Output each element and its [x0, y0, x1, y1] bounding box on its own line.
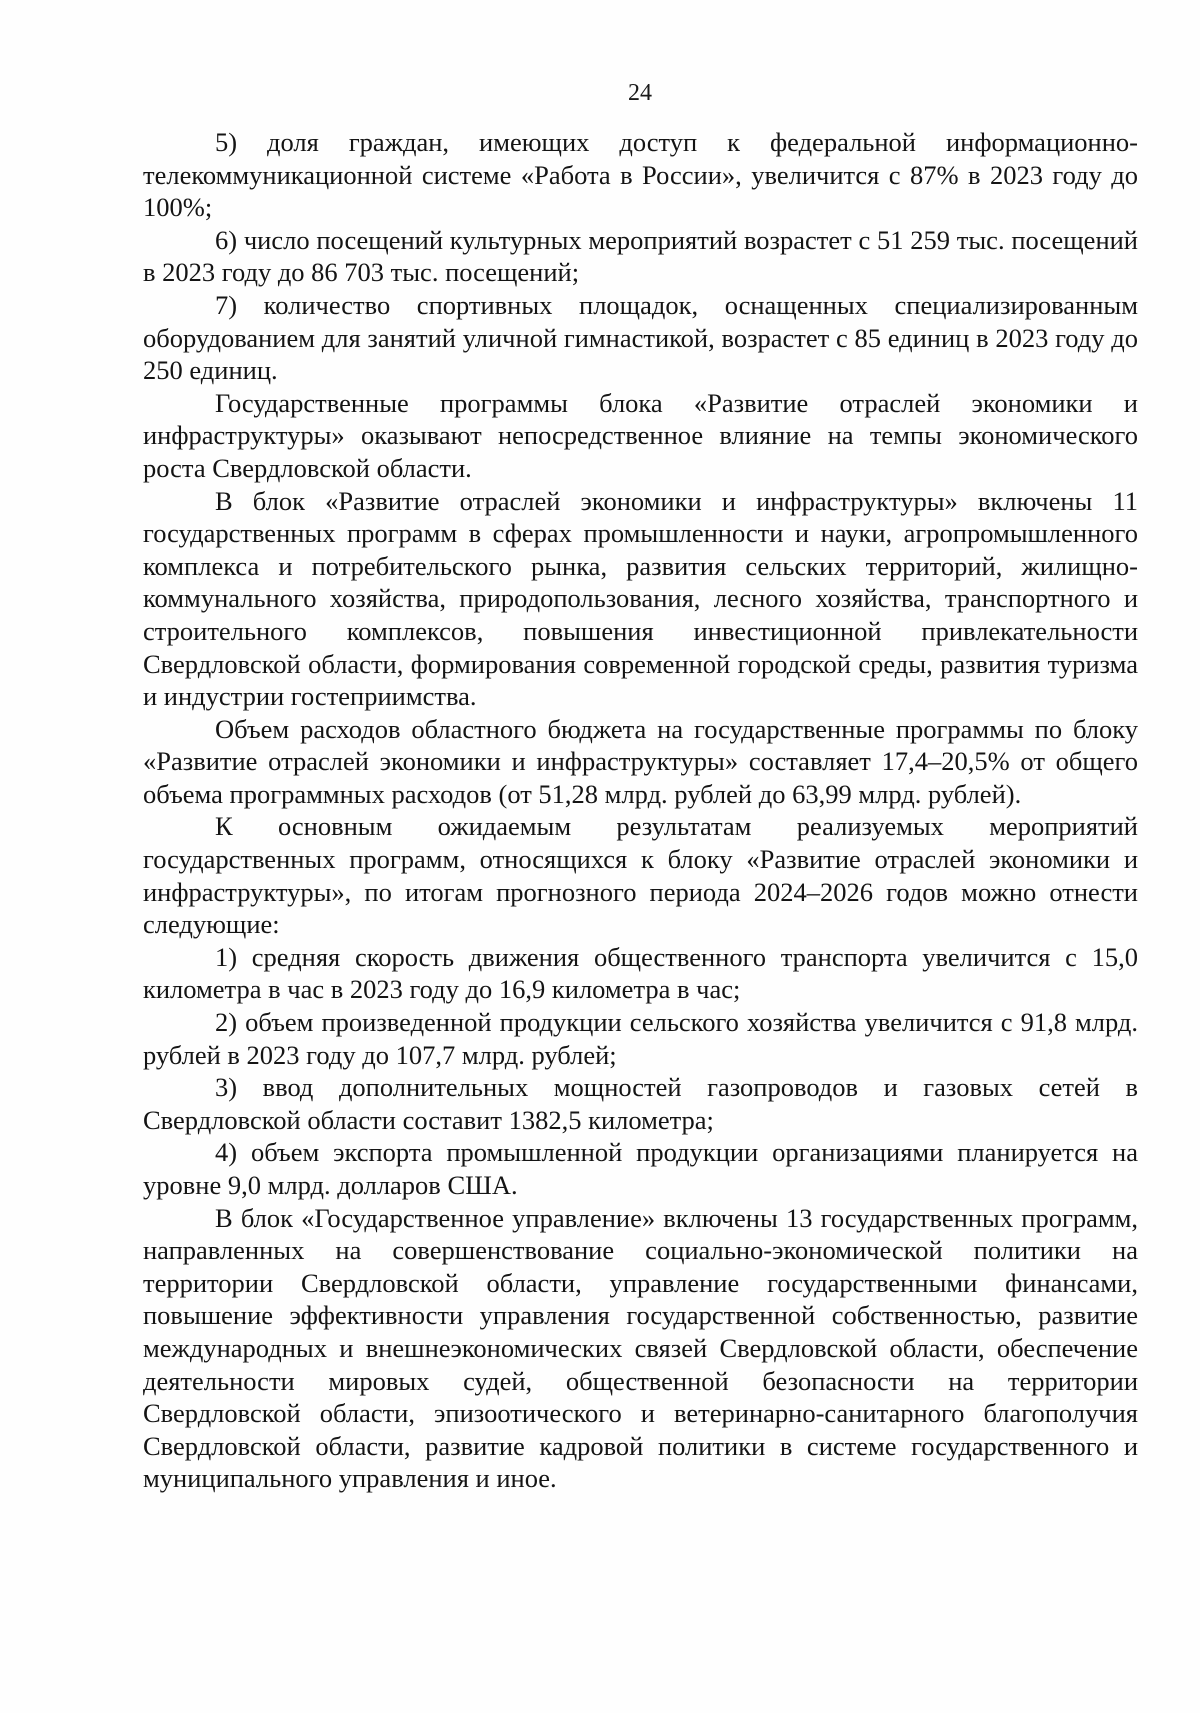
- paragraph: 7) количество спортивных площадок, оснащенных специализированным оборудованием для занятий уличной гимнастикой, возрастет с 85 единиц в 2023 году до 250 единиц.: [143, 289, 1138, 386]
- paragraph: В блок «Развитие отраслей экономики и инфраструктуры» включены 11 государственных программ в сферах промышленности и науки, агропромышленного комплекса и потребительского рынка, развития сельских территорий, жилищно-коммунального хозяйства, природопользования, лесного хозяйства, транспортного и строительного комплексов, повышения инвестиционной привлекательности Свердловской области, формирования современной городской среды, развития туризма и индустрии гостеприимства.: [143, 485, 1138, 712]
- paragraph: 3) ввод дополнительных мощностей газопроводов и газовых сетей в Свердловской области составит 1382,5 километра;: [143, 1072, 1138, 1135]
- paragraph: 5) доля граждан, имеющих доступ к федеральной информационно-телекоммуникационной системе «Работа в России», увеличится с 87% в 2023 году до 100%;: [143, 127, 1138, 223]
- paragraph: 1) средняя скорость движения общественного транспорта увеличится с 15,0 километра в час в 2023 году до 16,9 километра в час;: [143, 941, 1138, 1005]
- paragraph: 4) объем экспорта промышленной продукции организациями планируется на уровне 9,0 млрд. долларов США.: [143, 1137, 1138, 1200]
- document-body: [143, 126, 1138, 1495]
- paragraph: 6) число посещений культурных мероприятий возрастет с 51 259 тыс. посещений в 2023 году до 86 703 тыс. посещений;: [143, 224, 1138, 288]
- paragraph: В блок «Государственное управление» включены 13 государственных программ, направленных на совершенствование социально-экономической политики на территории Свердловской области, управление государственными финансами, повышение эффективности управления государственной собственностью, развитие международных и внешнеэкономических связей Свердловской области, обеспечение деятельности мировых судей, общественной безопасности на территории Свердловской области, эпизоотического и ветеринарно-санитарного благополучия Свердловской области, развитие кадровой политики в системе государственного и муниципального управления и иное.: [143, 1202, 1138, 1494]
- page-number: 24: [628, 80, 652, 106]
- paragraph: 2) объем произведенной продукции сельского хозяйства увеличится с 91,8 млрд. рублей в 2023 году до 107,7 млрд. рублей;: [143, 1007, 1138, 1070]
- paragraph: Государственные программы блока «Развитие отраслей экономики и инфраструктуры» оказывают непосредственное влияние на темпы экономического роста Свердловской области.: [143, 387, 1138, 483]
- paragraph: Объем расходов областного бюджета на государственные программы по блоку «Развитие отраслей экономики и инфраструктуры» составляет 17,4–20,5% от общего объема программных расходов (от 51,28 млрд. рублей до 63,99 млрд. рублей).: [143, 713, 1138, 809]
- paragraph: К основным ожидаемым результатам реализуемых мероприятий государственных программ, относящихся к блоку «Развитие отраслей экономики и инфраструктуры», по итогам прогнозного периода 2024–2026 годов можно отнести следующие:: [143, 811, 1138, 940]
